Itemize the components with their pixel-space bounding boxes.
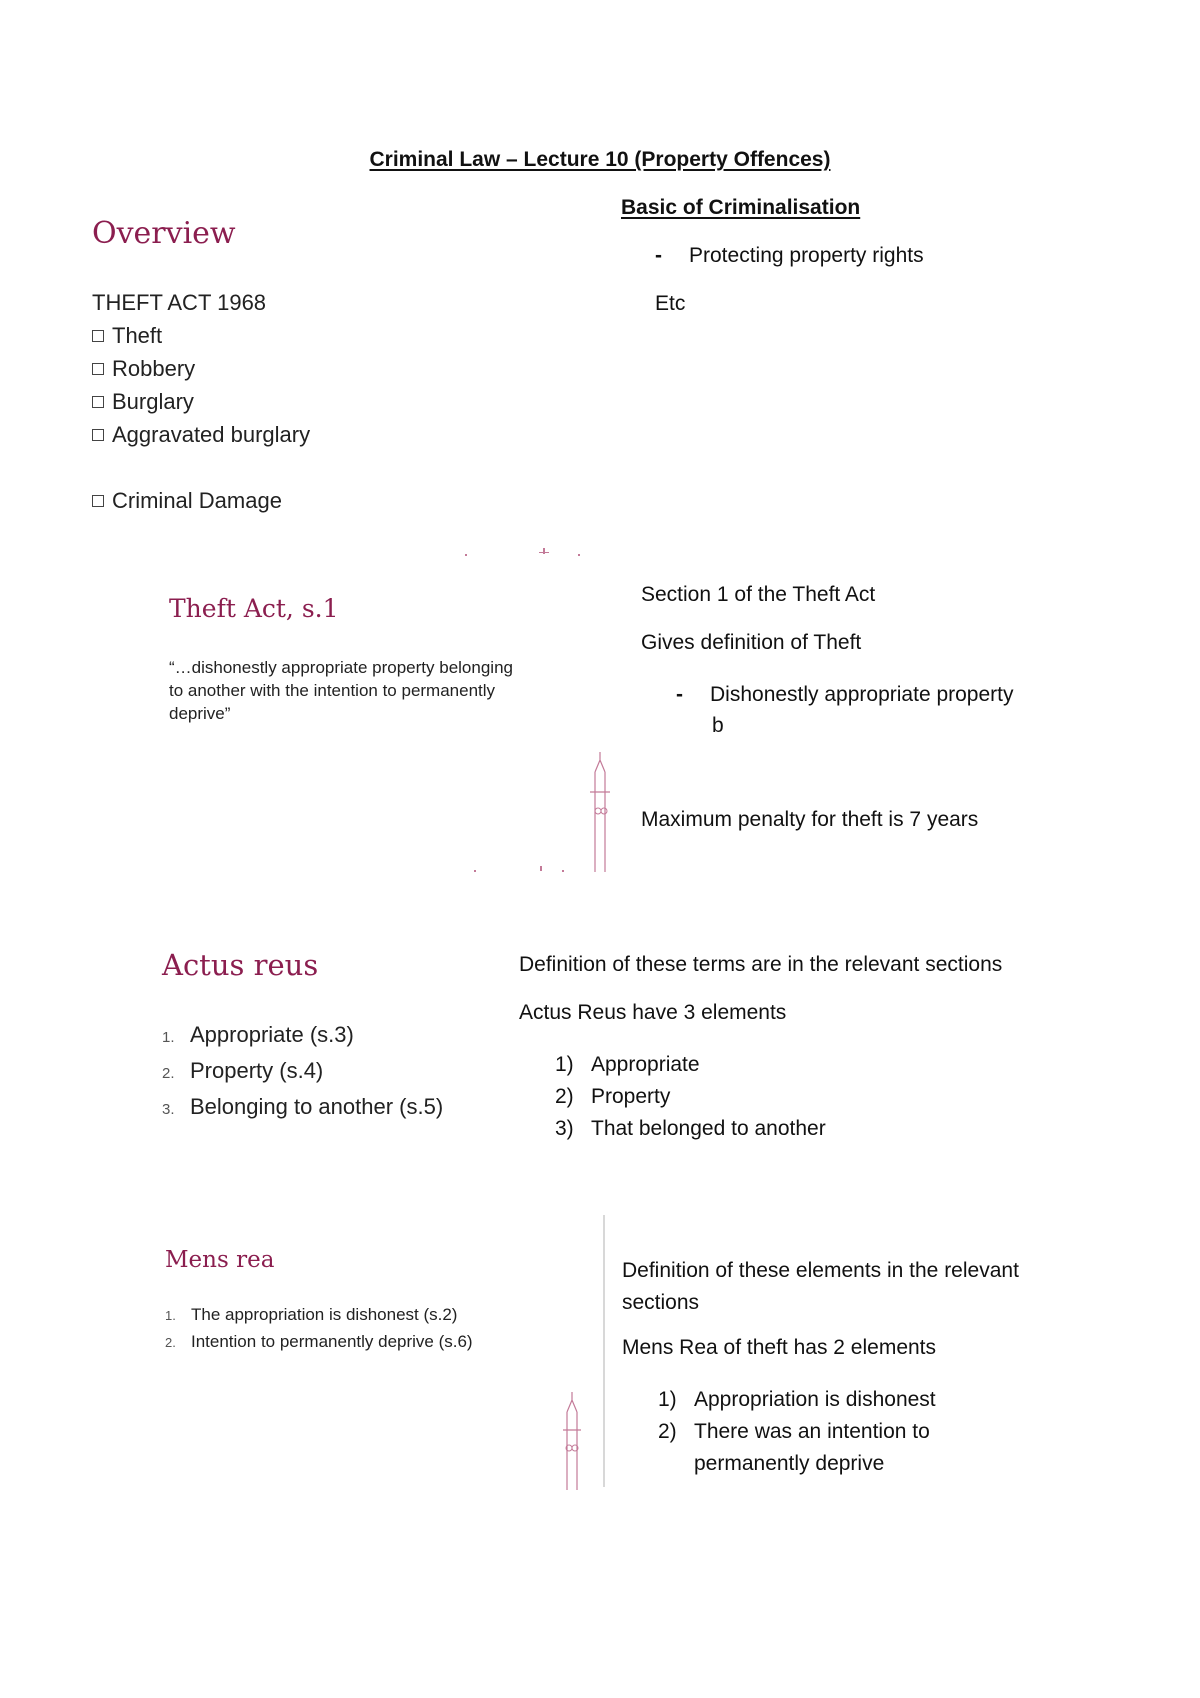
- list-item: Theft: [92, 323, 310, 356]
- mens-notes-line2: Mens Rea of theft has 2 elements: [622, 1336, 937, 1359]
- checkbox-icon: [92, 330, 104, 342]
- list-item: 2) Property: [555, 1085, 671, 1108]
- checkbox-icon: [92, 495, 104, 507]
- list-item: 2) There was an intention to: [658, 1420, 930, 1443]
- criminalisation-etc: Etc: [655, 292, 686, 315]
- list-item: 1) Appropriate: [555, 1053, 700, 1076]
- list-item: Burglary: [92, 389, 310, 422]
- theft-slide-quote: “…dishonestly appropriate property belonging to another with the intention to permanently deprive”: [169, 658, 513, 723]
- actus-slide-heading: Actus reus: [162, 948, 319, 982]
- criminalisation-heading: Basic of Criminalisation: [621, 196, 861, 219]
- list-item: Robbery: [92, 356, 310, 389]
- list-item: 1) Appropriation is dishonest: [658, 1388, 936, 1411]
- tower-watermark-icon: [557, 1392, 587, 1490]
- theft-notes-line1: Section 1 of the Theft Act: [641, 583, 876, 606]
- mens-notes-list: [658, 1384, 936, 1480]
- vertical-divider: [603, 1215, 605, 1487]
- list-item: permanently deprive: [694, 1452, 885, 1475]
- theft-notes-bullet: - Dishonestly appropriate property b: [676, 679, 1014, 741]
- list-item: 1. The appropriation is dishonest (s.2): [165, 1305, 458, 1324]
- theft-notes-penalty: Maximum penalty for theft is 7 years: [641, 808, 979, 831]
- decorative-dots: [465, 548, 585, 558]
- dash-bullet: -: [655, 244, 662, 267]
- actus-notes-line2: Actus Reus have 3 elements: [519, 1001, 787, 1024]
- decorative-dots: [474, 864, 574, 874]
- theft-notes-line2: Gives definition of Theft: [641, 631, 862, 654]
- checkbox-icon: [92, 396, 104, 408]
- mens-slide-heading: Mens rea: [165, 1247, 275, 1273]
- list-item: 2. Property (s.4): [162, 1058, 324, 1083]
- overview-list: [92, 323, 310, 521]
- overview-act: THEFT ACT 1968: [92, 290, 267, 315]
- criminalisation-bullet: - Protecting property rights: [655, 244, 924, 267]
- page-title: Criminal Law – Lecture 10 (Property Offences): [369, 148, 831, 171]
- list-item: 2. Intention to permanently deprive (s.6): [165, 1332, 473, 1351]
- list-item: 3. Belonging to another (s.5): [162, 1094, 444, 1119]
- dash-bullet: -: [676, 683, 683, 706]
- mens-slide-list: [165, 1302, 473, 1356]
- checkbox-icon: [92, 363, 104, 375]
- checkbox-icon: [92, 429, 104, 441]
- list-item: Aggravated burglary: [92, 422, 310, 488]
- overview-heading: Overview: [92, 216, 236, 251]
- actus-notes-line1: Definition of these terms are in the relevant sections: [519, 953, 1003, 976]
- list-item: Criminal Damage: [92, 488, 310, 521]
- actus-notes-list: [555, 1049, 826, 1145]
- tower-watermark-icon: [585, 752, 615, 872]
- list-item: 1. Appropriate (s.3): [162, 1022, 354, 1047]
- list-item: 3) That belonged to another: [555, 1117, 826, 1140]
- theft-slide-heading: Theft Act, s.1: [169, 594, 339, 623]
- actus-slide-list: [162, 1018, 443, 1126]
- mens-notes-line1: Definition of these elements in the relevant sections: [622, 1259, 1019, 1314]
